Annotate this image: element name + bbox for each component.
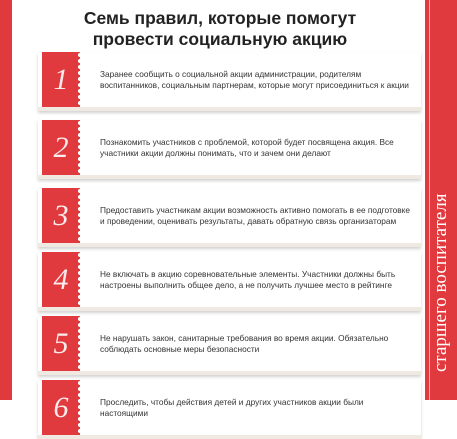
rule-text: Предоставить участникам акции возможность активно помогать в ее подготовке и проведении, оценивать результаты, давать обратную связь организаторам [100, 204, 411, 226]
rule-number: 1 [53, 63, 69, 96]
rule-card-6 [38, 380, 421, 439]
page-title [20, 8, 420, 50]
rule-number: 2 [53, 131, 69, 164]
title-line-2: провести социальную акцию [92, 29, 348, 49]
rule-number: 5 [53, 327, 69, 360]
rule-card-4 [38, 252, 421, 311]
rule-number-tab [42, 316, 80, 371]
rule-number-tab [42, 380, 80, 435]
title-line-1: Семь правил, которые помогут [83, 8, 357, 28]
rule-number-tab [42, 52, 80, 107]
rule-text: Познакомить участников с проблемой, которой будет посвящена акция. Все участники акции должны понимать, что и зачем они делают [100, 136, 394, 158]
rule-card-1 [38, 52, 421, 111]
rule-text: Не нарушать закон, санитарные требования во время акции. Обязательно соблюдать основные меры безопасности [100, 332, 389, 354]
left-accent-strip [0, 0, 12, 400]
rule-number-tab [42, 120, 80, 175]
rule-text: Заранее сообщить о социальной акции администрации, родителям воспитанников, социальным партнерам, которые могут присоединиться к акции [100, 68, 409, 90]
rule-number-tab [42, 188, 80, 243]
rule-card-5 [38, 316, 421, 375]
rule-number-tab [42, 252, 80, 307]
rule-number: 3 [53, 199, 69, 232]
rule-number: 6 [53, 391, 69, 424]
side-label: старшего воспитателя [430, 193, 451, 372]
rule-card-3 [38, 188, 421, 247]
rule-card-2 [38, 120, 421, 179]
rule-text: Не включать в акцию соревновательные элементы. Участники должны быть настроены выполнить общее дело, а не получить лучшее место в рейтинге [100, 268, 396, 290]
rule-text: Проследить, чтобы действия детей и других участников акции были настоящими [100, 396, 364, 418]
rule-number: 4 [53, 263, 69, 296]
